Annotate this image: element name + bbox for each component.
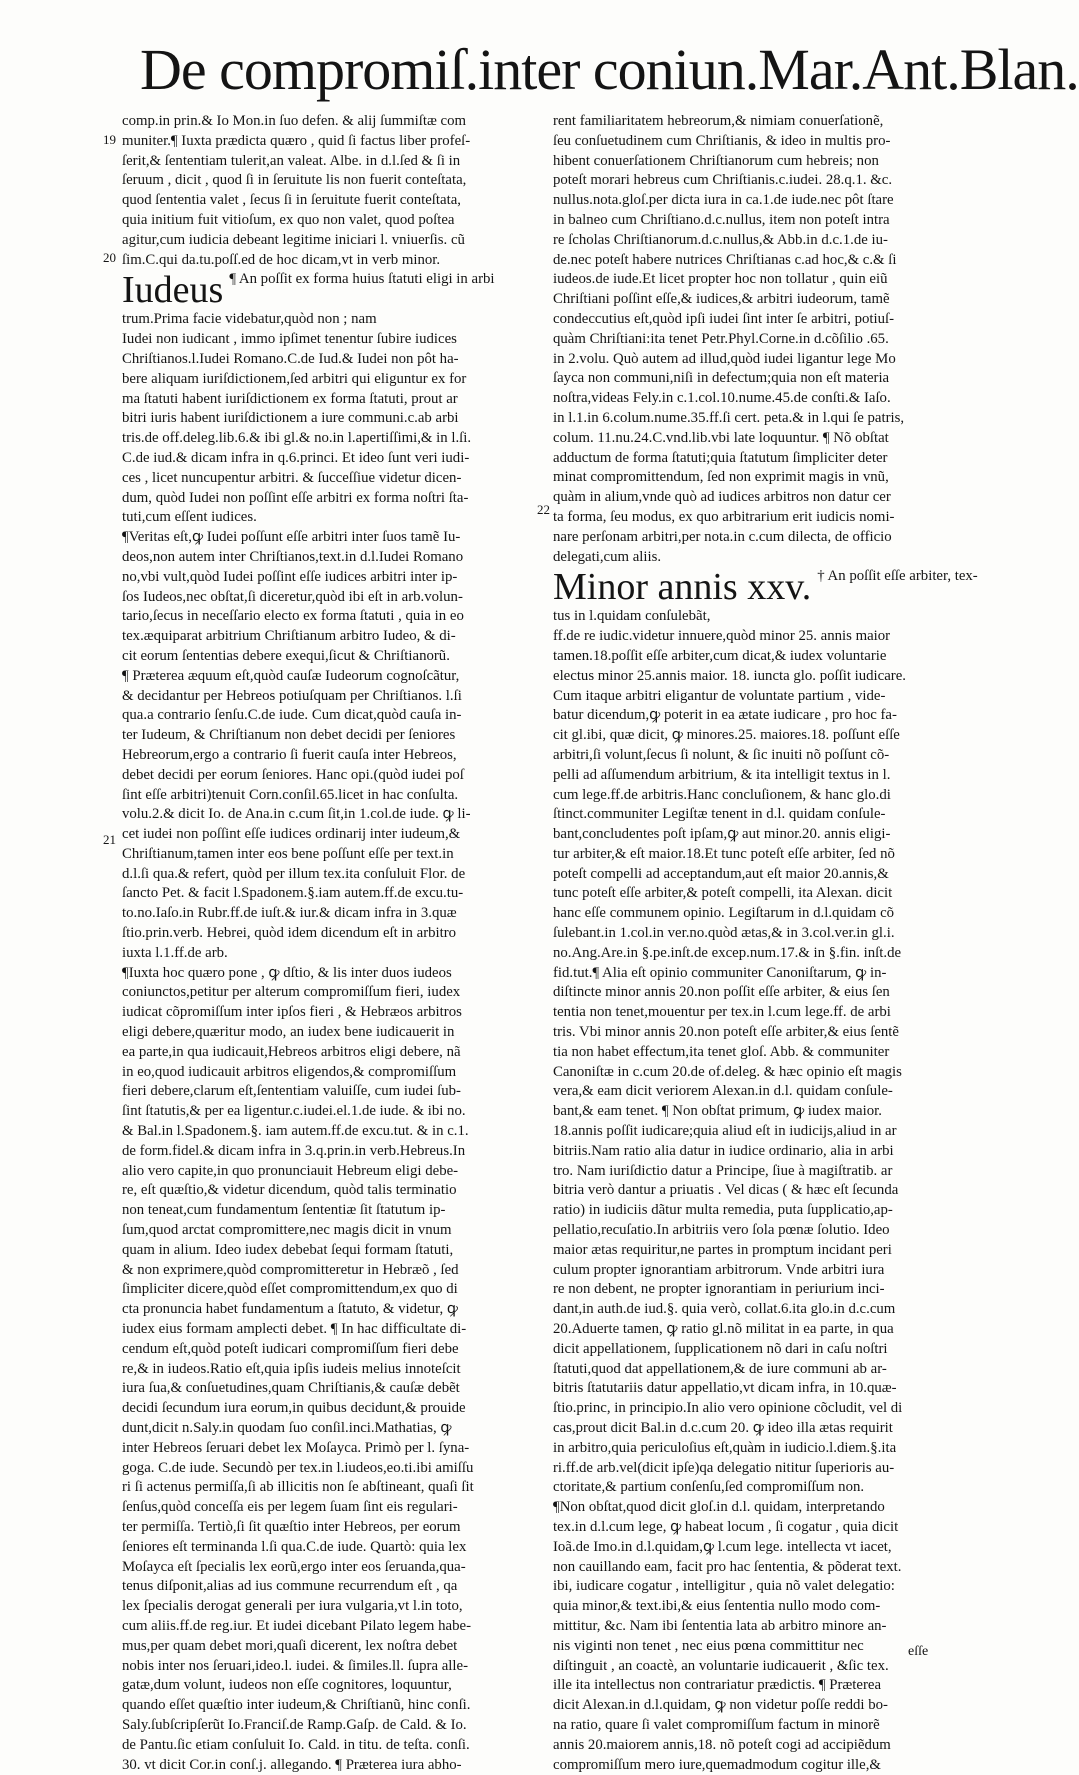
text-line: arbitri,ſi volunt,ſecus ſi nolunt, & ſic inuiti nõ poſſunt cõ- [553,746,890,763]
text-line: vera,& eam dicit veriorem Alexan.in d.l. quidam conſule- [553,1083,893,1100]
catchword: eſſe [908,1644,929,1659]
text-line: agitur,cum iudicia debeant legitime iniciari l. vniuerſis. cũ [122,231,465,248]
text-line: goga. C.de iude. Secundò per tex.in l.iudeos,eo.ti.ibi amiſſu [122,1459,474,1476]
minor-heading-line [553,566,978,609]
text-line: nullus.nota.gloſ.per dicta iura in ca.1.de iude.nec pôt ſtare [553,192,894,209]
text-line: iuxta l.1.ff.de arb. [122,944,228,961]
text-line: ſint ſtatutis,& per ea ligentur.c.iudei.el.1.de iude. & ibi no. [122,1103,466,1120]
text-line: cet iudei non poſſint eſſe iudices ordinarij inter iudeum,& [122,826,461,843]
text-line: 20.Aduerte tamen, ꝙ ratio gl.nõ militat in ea parte, in qua [553,1321,894,1338]
text-line: ¶Iuxta hoc quæro pone , ꝙ dſtio, & lis inter duos iudeos [122,964,452,981]
text-line: re non debent, ne propter ignorantiam in periurium inci- [553,1281,885,1298]
text-line: ta forma, ſeu modus, ex quo arbitrarium erit iudicis nomi- [553,508,895,525]
right-column [553,112,978,1773]
text-line: 30. vt dicit Cor.in conſ.j. allegando. ¶ Præterea iura abho- [122,1756,462,1773]
text-line: adductum de forma ſtatuti;quia ſtatutum ſimpliciter deter [553,449,888,466]
text-line: in arbitro,quia periculoſius eſt,quàm in iudicio.l.diem.§.ita [553,1439,897,1456]
text-line: dunt,dicit n.Saly.in quodam ſuo conſil.inci.Mathatias, ꝙ [122,1420,452,1436]
text-line: Canoniſtæ in c.cum 20.de of.deleg. & hæc opinio eſt magis [553,1063,902,1080]
text-line: Chriſtianos.l.Iudei Romano.C.de Iud.& Iudei non pôt ha- [122,350,459,367]
text-line: decidi ſecundum iura eorum,in quibus decidunt,& prouide [122,1400,466,1417]
text-line: ter Iudeum, & Chriſtianum non debet decidi per ſeniores [122,727,456,744]
text-line: condeccutius eſt,quòd ipſi iudei ſint inter ſe arbitri, potiuſ- [553,310,895,327]
text-line: colum. 11.nu.24.C.vnd.lib.vbi late loquuntur. ¶ Nõ obſtat [553,429,889,446]
text-line: tex.in d.l.cum lege, ꝙ habeat locum , ſi cogatur , quia dicit [553,1518,899,1535]
text-line: poteſt compelli ad acceptandum,aut eſt maior 20.annis,& [553,865,889,882]
text-line: quàm Chriſtiani:ita tenet Petr.Phyl.Corne.in d.cõſilio .65. [553,330,889,347]
text-line: ter permiſſa. Tertiò,ſi ſit quæſtio inter Hebreos, per eorum [122,1518,461,1535]
text-line: Ioã.de Imo.in d.l.quidam,ꝙ l.cum lege. intellecta vt iacet, [553,1538,892,1555]
text-line: ſeruum , dicit , quod ſi in ſeruitute lis non fuerit conteſtata, [122,172,467,189]
text-line: ſim.C.qui da.tu.poſſ.ed de hoc dicam,vt in verb minor. [122,251,441,268]
text-line: bitri iuris habent iuriſdictionem a iure communi.c.ab arbi [122,410,459,427]
left-block-3 [122,964,522,1775]
text-line: 18.annis poſſit iudicare;quia aliud eſt in iudicijs,aliud in ar [553,1123,897,1140]
text-line: ea parte,in qua iudicauit,Hebreos arbitros eligi debere, nã [122,1043,461,1060]
text-line: tris.de off.deleg.lib.6.& ibi gl.& no.in l.apertiſſimi,& in l.ſi. [122,430,472,447]
text-line: Hebreorum,ergo a contrario ſi fuerit cauſa inter Hebreos, [122,746,457,763]
text-line: tenus diſponit,alias ad ius commune recurrendum eſt , qa [122,1578,458,1595]
text-line: inter Hebreos ſeruari debet lex Moſayca. Primò per l. ſyna- [122,1439,470,1456]
text-line: rent familiaritatem hebreorum,& nimiam conuerſationẽ, [553,113,884,129]
text-line: re,& in iudeos.Ratio eſt,quia ipſis iudeis melius innoteſcit [122,1360,461,1377]
text-line: nare perſonam arbitri,per nota.in c.cum dilecta, de officio [553,528,892,545]
text-line: bitris ſtatutariis datur appellatio,vt dicam infra, in 10.quæ- [553,1380,897,1397]
right-block-2 [553,607,953,1775]
text-line: ſtio.prin.verb. Hebrei, quòd idem dicendum eſt in arbitro [122,925,457,942]
text-line: deos,non autem inter Chriſtianos,text.in d.l.Iudei Romano [122,548,464,565]
text-line: ri.ff.de arb.vel(dicit ipſe)qa delegatio nititur ſuperioris au- [553,1459,895,1476]
text-line: dicit appellationem, ſupplicationem nõ dari in caſu noſtri [553,1340,888,1357]
text-line: Chriſtiani poſſint eſſe,& iudices,& arbitri iudeorum, tamẽ [553,291,890,308]
text-line: tia non habet effectum,ita tenet gloſ. Abb. & communiter [553,1043,890,1060]
text-line: pelli ad aſſumendum arbitrium, & ita intelligit textus in l. [553,766,891,783]
text-line: mus,per quam debet mori,quaſi dicerent, lex noſtra debet [122,1637,458,1654]
text-line: tentia non tenet,mouentur per tex.in l.cum lege.ff. de arbi [553,1004,891,1021]
text-line: cum lege.ff.de arbitris.Hanc concluſionem, & hanc glo.di [553,786,891,803]
text-line: ſtatuti,quod dat appellationem,& de iure communi ab ar- [553,1360,887,1377]
text-line: diſtincte minor annis 20.non poſſit eſſe arbiter, & eius ſen [553,984,890,1001]
text-line: maior ætas requiritur,ne partes in promptum incidant peri [553,1241,892,1258]
text-line: mittitur, &c. Nam ibi ſententia lata ab arbitro minore an- [553,1617,887,1634]
minor-first-line: † An poſſit eſſe arbiter, tex- [817,568,978,585]
text-line: pellatio,recuſatio.In arbitriis vero ſola pœnæ ſolutio. Ideo [553,1222,890,1239]
text-line: noſtra,videas Fely.in c.1.col.10.nume.45.de conſti.& Iaſo. [553,390,891,407]
text-line: na ratio, quare ſi valet compromiſſum factum in minorẽ [553,1716,880,1733]
text-line: & Bal.in l.Spadonem.§. iam autem.ff.de excu.tut. & in c.1. [122,1123,469,1140]
text-line: de.nec poteſt habere nutrices Chriſtianas c.ad hoc,& c.& ſi [553,251,897,268]
text-line: ces , licet nuncupentur arbitri. & ſucceſſiue videtur dicen- [122,469,462,486]
text-line: dum, quòd Iudei non poſſint eſſe arbitri ex forma noſtri ſta- [122,489,469,506]
text-line: ſint eſſe arbitri)tenuit Corn.conſil.65.licet in hac conſulta. [122,786,459,803]
left-block-1 [122,112,522,270]
text-line: batur dicendum,ꝙ poterit in ea ætate iudicare , pro hoc fa- [553,707,897,724]
text-line: bitria verò dantur a priuatis . Vel dicas ( & hæc eſt ſecunda [553,1182,899,1199]
text-line: quia minor,& text.ibi,& eius ſententia nullo modo com- [553,1598,881,1615]
text-line: ſimpliciter dicere,quòd eſſet compromittendum,ex quo di [122,1281,458,1298]
text-line: tunc poteſt eſſe arbiter,& poteſt compelli, ita Alexan. dicit [553,885,893,902]
text-line: Chriſtianum,tamen inter eos bene poſſunt eſſe per text.in [122,845,454,862]
text-line: tex.æquiparat arbitrium Chriſtianum arbitro Iudeo, & di- [122,628,456,645]
text-line: C.de iud.& dicam infra in q.6.princi. Et ideo ſunt veri iudi- [122,449,470,466]
text-line: Cum itaque arbitri eligantur de voluntate partium , vide- [553,687,886,704]
running-head: De compromiſ.inter coniun.Mar.Ant.Blan. [140,37,1079,102]
text-line: cendum eſt,quòd poteſt iudicari compromiſſum fieri debe [122,1340,459,1357]
text-line: quando eſſet quæſtio inter iudeum,& Chriſtianũ, hinc conſi. [122,1697,471,1714]
text-line: in balneo cum Chriſtiano.d.c.nullus, item non poteſt intra [553,211,890,228]
minor-heading: Minor annis xxv. [553,566,812,609]
text-line: cum aliis.ff.de reg.iur. Et iudei dicebant Pilato legem habe- [122,1617,471,1634]
text-line: cit eorum ſententias debere exequi,ſicut & Chriſtianorũ. [122,647,450,664]
text-line: Saly.ſubſcripſerũt Io.Franciſ.de Ramp.Gaſp. de Cald. & Io. [122,1716,467,1733]
text-line: electus minor 25.annis maior. 18. iuncta glo. poſſit iudicare. [553,667,906,684]
text-line: Iudei non iudicant , immo ipſimet tenentur ſubire iudices [122,331,457,348]
text-line: ibi, iudicare cogatur , intelligitur , quia nõ valet delegatio: [553,1578,895,1595]
text-line: delegati,cum aliis. [553,548,662,565]
text-line: diſtinguit , an coactè, an voluntarie iudicauerit , &ſic tex. [553,1657,889,1674]
margin-number-19: 19 [103,132,116,147]
text-line: ſos Iudeos,nec obſtat,ſi diceretur,quòd ibi eſt in arb.volun- [122,588,463,605]
text-line: culum propter ignorantiam arbitrorum. Vnde arbitri iura [553,1261,885,1278]
text-line: tro. Nam iuriſdictio datur a Principe, ſiue à magiſtratib. ar [553,1162,893,1179]
text-line: ſenſus,quòd conceſſa eis per legem ſuam ſint eis regulari- [122,1499,458,1516]
text-line: bere aliquam iuriſdictionem,ſed arbitri qui eliguntur ex for [122,370,467,387]
text-line: quia initium fuit vitioſum, ex quo non valet, quod poſtea [122,211,455,228]
text-line: iudicat cõpromiſſum inter ipſos fieri , & Hebræos arbitros [122,1004,462,1021]
text-line: & decidantur per Hebreos potiuſquam per Chriſtianos. l.ſi [122,687,462,704]
text-line: cta pronuncia habet fundamentum a ſtatuto, & videtur, ꝙ [122,1301,458,1318]
text-line: coniunctos,petitur per alterum compromiſſum fieri, iudex [122,984,461,1001]
text-line: nis viginti non tenet , nec eius pœna committitur nec [553,1637,864,1654]
text-line: non teneat,cum fundamentum ſententiæ ſit ſtatutum ip- [122,1202,446,1219]
text-line: ratio) in iudiciis dãtur multa remedia, puta ſupplicatio,ap- [553,1202,893,1219]
text-line: iura ſua,& conſuetudines,quam Chriſtianis,& cauſæ debẽt [122,1380,460,1397]
text-line: bant,& eam tenet. ¶ Non obſtat primum, ꝙ iudex maior. [553,1103,882,1120]
text-line: nobis inter nos ſeruari,ideo.l. iudei. & ſimiles.ll. ſupra alle- [122,1657,469,1674]
text-line: fid.tut.¶ Alia eſt opinio communiter Canoniſtarum, ꝙ in- [553,964,887,981]
text-line: tus in l.quidam conſulebãt, [553,608,711,625]
text-line: ctoritate,& partium conſenſu,ſed compromiſſum non. [553,1479,865,1496]
text-line: in 2.volu. Quò autem ad illud,quòd iudei ligantur lege Mo [553,350,896,367]
text-line: tario,ſecus in neceſſario electo ex forma ſtatuti , quia in eo [122,608,464,625]
text-line: ſtio.princ, in principio.In alio vero opinione cõcludit, vel di [553,1400,903,1417]
text-line: minat compromittendum, ſed non exprimit magis in vnũ, [553,469,889,486]
text-line: poteſt morari hebreus cum Chriſtianis.c.iudei. 28.q.1. &c. [553,172,893,189]
text-line: to.no.Iaſo.in Rubr.ff.de iuſt.& iur.& dicam infra in 3.quæ [122,905,457,922]
text-line: alio vero capite,in quo pronunciauit Hebreum eligi debe- [122,1162,459,1179]
text-line: fieri debere,clarum eſt,ſententiam valuiſſe, cum iudei ſub- [122,1083,461,1100]
text-line: in l.1.in 6.colum.nume.35.ff.ſi cert. peta.& in l.qui ſe patris, [553,409,905,426]
text-line: & non exprimere,quòd compromitteretur in Hebræõ , ſed [122,1261,459,1278]
text-line: annis 20.maiorem annis,18. nõ poteſt cogi ad accipiẽdum [553,1736,891,1753]
text-line: bitriis.Nam ratio alia datur in iudice ordinario, alia in arbi [553,1142,894,1159]
text-line: ille ita intellectus non contrariatur prædictis. ¶ Præterea [553,1677,882,1694]
text-line: quàm in alium,vnde quò ad iudices arbitros non datur cer [553,489,891,506]
text-line: muniter.¶ Iuxta prædicta quæro , quid ſi factus liber profeſ- [122,132,471,149]
text-line: non cauillando eam, facit pro hac ſententia, & põderat text. [553,1558,902,1575]
text-line: volu.2.& dicit Io. de Ana.in c.cum ſit,in 1.col.de iude. ꝙ li- [122,806,471,823]
text-line: re ſcholas Chriſtianorum.d.c.nullus,& Abb.in d.c.1.de iu- [553,231,888,248]
text-line: ſancto Pet. & facit l.Spadonem.§.iam autem.ff.de excu.tu- [122,885,464,902]
text-line: no,vbi vult,quòd Iudei poſſint eſſe iudices arbitri inter ip- [122,568,458,585]
text-line: cit gl.ibi, quæ dicit, ꝙ minores.25. maiores.18. poſſunt eſſe [553,727,900,744]
margin-number-22: 22 [537,502,550,517]
text-line: debet decidi per eorum ſeniores. Hanc opi.(quòd iudei poſ [122,766,464,783]
text-line: quam in alium. Ideo iudex debebat ſequi formam ſtatuti, [122,1241,454,1258]
margin-number-20: 20 [103,250,116,265]
text-line: comp.in prin.& Io Mon.in ſuo defen. & alij ſummiſtæ com [122,113,466,129]
text-line: hibent conuerſationem Chriſtianorum cum hebreis; non [553,152,879,169]
text-line: qua.a contrario ſenſu.C.de iude. Cum dicat,quòd cauſa in- [122,707,462,724]
text-line: tris. Vbi minor annis 20.non poteſt eſſe arbiter,& eius ſentẽ [553,1024,899,1041]
text-line: cas,prout dicit Bal.in d.c.cum 20. ꝙ ideo illa ætas requirit [553,1420,893,1436]
text-line: d.l.ſi qua.& refert, quòd per illum tex.ita conſuluit Flor. de [122,865,466,882]
text-line: tur arbiter,& eſt maior.18.Et tunc poteſt eſſe arbiter, ſed nõ [553,845,895,862]
text-line: re, eſt quæſtio,& videtur dicendum, quòd talis terminatio [122,1182,457,1199]
text-line: ſum,quod arctat compromittere,nec magis dicit in vnum [122,1222,452,1239]
text-line: de form.fidel.& dicam infra in 3.q.prin.in verb.Hebreus.In [122,1142,466,1159]
text-line: quod ſententia valet , ſecus ſi in ſeruitute fuerit conteſtata, [122,192,461,209]
text-line: de Pantu.ſic etiam conſuluit Io. Cald. in titu. de teſta. conſi. [122,1736,470,1753]
text-line: bant,concludentes poſt ipſam,ꝙ aut minor.20. annis eligi- [553,826,891,843]
margin-number-21: 21 [103,832,116,847]
text-line: iudeos.de iude.Et licet propter hoc non tollatur , quin eiũ [553,271,888,288]
text-line: ſeu conſuetudinem cum Chriſtianis, & ideo in multis pro- [553,132,891,149]
left-column [122,112,522,1773]
text-line: ſulebant.in 1.col.in ver.no.quòd ætas,& in 3.col.ver.in gl.i. [553,925,895,942]
text-line: eligi debere,quæritur modo, an iudex bene iudicauerit in [122,1024,455,1041]
text-line: tuti,cum eſſent iudices. [122,509,257,526]
text-line: trum.Prima facie videbatur,quòd non ; nam [122,311,377,328]
text-line: tamen.18.poſſit eſſe arbiter,cum dicat,& iudex voluntarie [553,647,887,664]
text-line: no.Ang.Are.in §.pe.inſt.de excep.num.17.& in §.fin. inſt.de [553,944,902,961]
text-line: ri ſi actenus permiſſa,ſi ab illicitis non ſe abſtineant, quaſi ſit [122,1479,474,1496]
right-block-1 [553,112,953,567]
text-line: in eo,quod iudicauit arbitros eligendos,& compromiſſum [122,1063,457,1080]
text-line: iudex eius formam amplecti debet. ¶ In hac difficultate di- [122,1321,467,1338]
text-line: Moſayca eſt ſpecialis lex eorũ,ergo inter eos ſeruanda,qua- [122,1558,466,1575]
text-line: gatæ,dum volunt, iudeos non eſſe cognitores, loquuntur, [122,1677,452,1694]
text-line: ¶ Præterea æquum eſt,quòd cauſæ Iudeorum cognoſcãtur, [122,667,460,684]
text-line: dicit Alexan.in d.l.quidam, ꝙ non videtur poſſe reddi bo- [553,1697,888,1714]
iudeus-heading: Iudeus [122,269,224,312]
text-line: ſeniores eſt terminanda l.ſi qua.C.de iude. Quartò: quia lex [122,1538,467,1555]
iudeus-heading-line [122,270,522,310]
text-line: ſtinct.communiter Legiſtæ tenent in d.l. quidam conſule- [553,806,886,823]
text-line: ma ſtatuti habent iuriſdictionem ex forma ſtatuti, prout ar [122,390,458,407]
text-line: ſerit,& ſententiam tulerit,an valeat. Albe. in d.l.ſed & ſi in [122,152,461,169]
text-line: lex ſpecialis derogat generali per iura vulgaria,vt l.in toto, [122,1598,463,1615]
iudeus-first-line: ¶ An poſſit ex forma huius ſtatuti eligi in arbi [229,271,495,288]
text-line: ¶Veritas eſt,ꝙ Iudei poſſunt eſſe arbitri inter ſuos tamẽ Iu- [122,529,461,546]
text-line: ſayca non communi,niſi in defectum;quia non eſt materia [553,370,890,387]
text-line: dant,in auth.de iud.§. quia verò, collat.6.ita glo.in d.c.cum [553,1301,896,1318]
text-line: ¶Non obſtat,quod dicit gloſ.in d.l. quidam, interpretando [553,1499,885,1516]
left-block-2 [122,310,522,963]
text-line: ff.de re iudic.videtur innuere,quòd minor 25. annis maior [553,628,891,645]
text-line: hanc eſſe communem opinio. Legiſtarum in d.l.quidam cõ [553,905,895,922]
text-line: compromiſſum mero iure,quemadmodum cogitur ille,& [553,1756,881,1773]
